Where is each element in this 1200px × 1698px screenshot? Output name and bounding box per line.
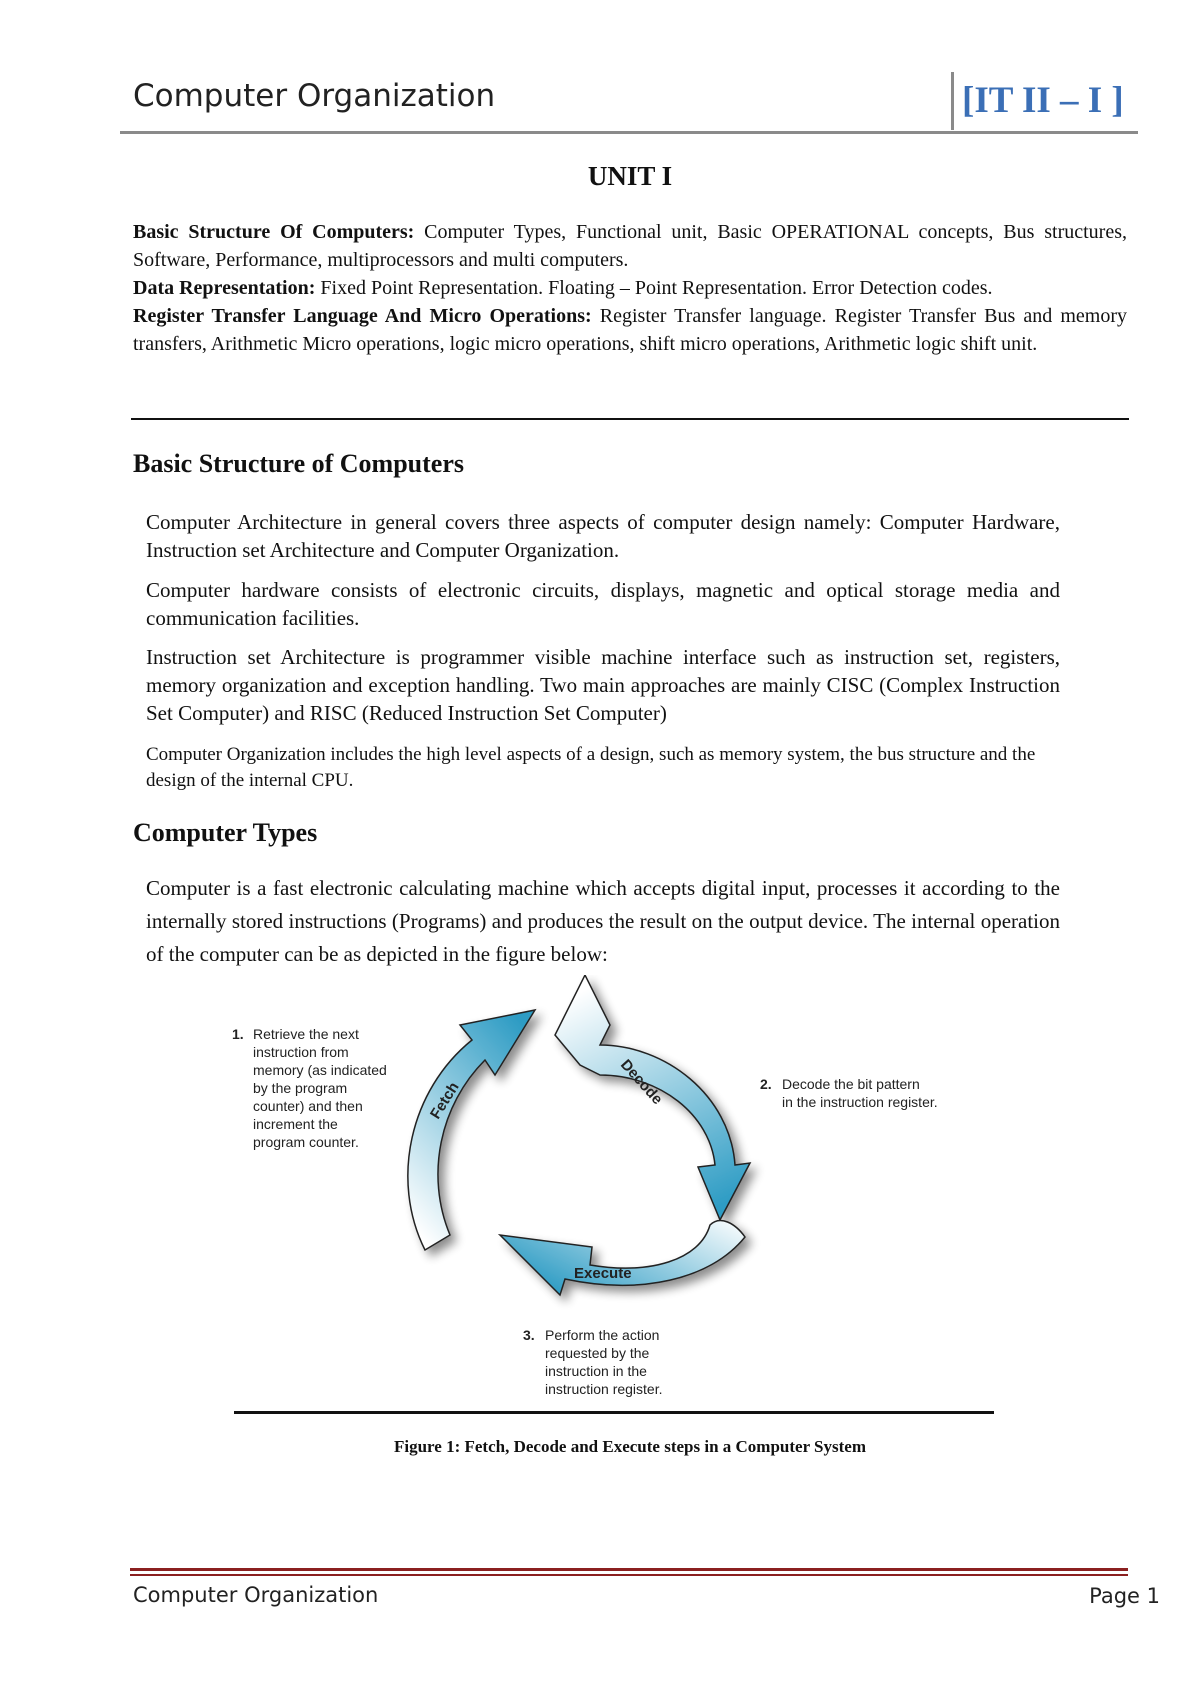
paragraph-hardware: Computer hardware consists of electronic circuits, displays, magnetic and optical storage media and communication facilities. [146,578,1060,630]
paragraph-computer-types: Computer is a fast electronic calculating machine which accepts digital input, processes it according to the internally stored instructions (Programs) and produces the result on the output device. The internal operation of the computer can be as depicted in the figure below: [146,876,1060,966]
step3-line: Perform the action [545,1327,660,1343]
syllabus-rule [131,418,1129,420]
syllabus-item [133,218,1127,274]
fetch-arrow [408,1010,535,1250]
footer-rule-thin [130,1574,1128,1576]
execute-label: Execute [574,1265,632,1282]
course-code: [IT II – I ] [962,80,1124,121]
step2-line: in the instruction register. [782,1094,938,1110]
paragraph-organization: Computer Organization includes the high level aspects of a design, such as memory system, the bus structure and the design of the internal CPU. [146,744,1036,791]
syllabus-text: Register Transfer language. Register Transfer Bus and memory transfers, Arithmetic Micro operations, logic micro operations, shift micro operations, Arithmetic logic shift unit. [133,305,1127,355]
step1-number: 1. [232,1026,244,1042]
step1-line: program counter. [253,1134,359,1150]
step3-number: 3. [523,1327,535,1343]
syllabus-label: Data Representation: [133,277,316,299]
footer-title: Computer Organization [133,1583,379,1607]
fetch-decode-execute-figure [220,975,1010,1410]
step1-line: memory (as indicated [253,1062,387,1078]
step1-text [232,1026,387,1150]
section-heading-computer-types: Computer Types [133,818,318,847]
fetch-label: Fetch [426,1079,463,1123]
paragraph-architecture: Computer Architecture in general covers three aspects of computer design namely: Computer Hardware, Instruction set Architecture and Computer Organization. [146,510,1060,562]
section-heading-basic-structure: Basic Structure of Computers [133,449,464,478]
syllabus-text: Computer Types, Functional unit, Basic OPERATIONAL concepts, Bus structures, Software, Performance, multiprocessors and multi computers. [133,221,1127,271]
syllabus-item [133,274,1127,302]
header-rule [120,131,1138,134]
syllabus-text: Fixed Point Representation. Floating – Point Representation. Error Detection codes. [315,277,993,299]
step1-line: by the program [253,1080,348,1096]
step3-line: requested by the [545,1345,650,1361]
decode-label: Decode [617,1056,666,1108]
step1-line: Retrieve the next [253,1026,359,1042]
step1-line: counter) and then [253,1098,363,1114]
footer-rule [130,1568,1128,1571]
header-title: Computer Organization [133,78,496,114]
unit-title: UNIT I [587,161,673,191]
header-divider [951,72,954,130]
paragraph-isa: Instruction set Architecture is programmer visible machine interface such as instruction set, registers, memory organization and exception handling. Two main approaches are mainly CISC (Complex Instruction Set Computer) and RISC (Reduced Instruction Set Computer) [146,645,1060,725]
execute-arrow [500,1221,745,1295]
step2-text [760,1076,938,1110]
step1-line: instruction from [253,1044,349,1060]
step2-number: 2. [760,1076,772,1092]
step2-line: Decode the bit pattern [782,1076,920,1092]
syllabus [133,218,1127,358]
page-number: Page 1 [1089,1584,1160,1608]
step3-line: instruction register. [545,1381,663,1397]
syllabus-label: Basic Structure Of Computers: [133,221,415,243]
cycle-diagram [220,975,1010,1410]
step3-text [523,1327,663,1397]
syllabus-item [133,302,1127,358]
step1-line: increment the [253,1116,338,1132]
step3-line: instruction in the [545,1363,647,1379]
syllabus-label: Register Transfer Language And Micro Operations: [133,305,592,327]
figure-rule [234,1411,994,1414]
figure-caption: Figure 1: Fetch, Decode and Execute steps in a Computer System [393,1437,866,1456]
